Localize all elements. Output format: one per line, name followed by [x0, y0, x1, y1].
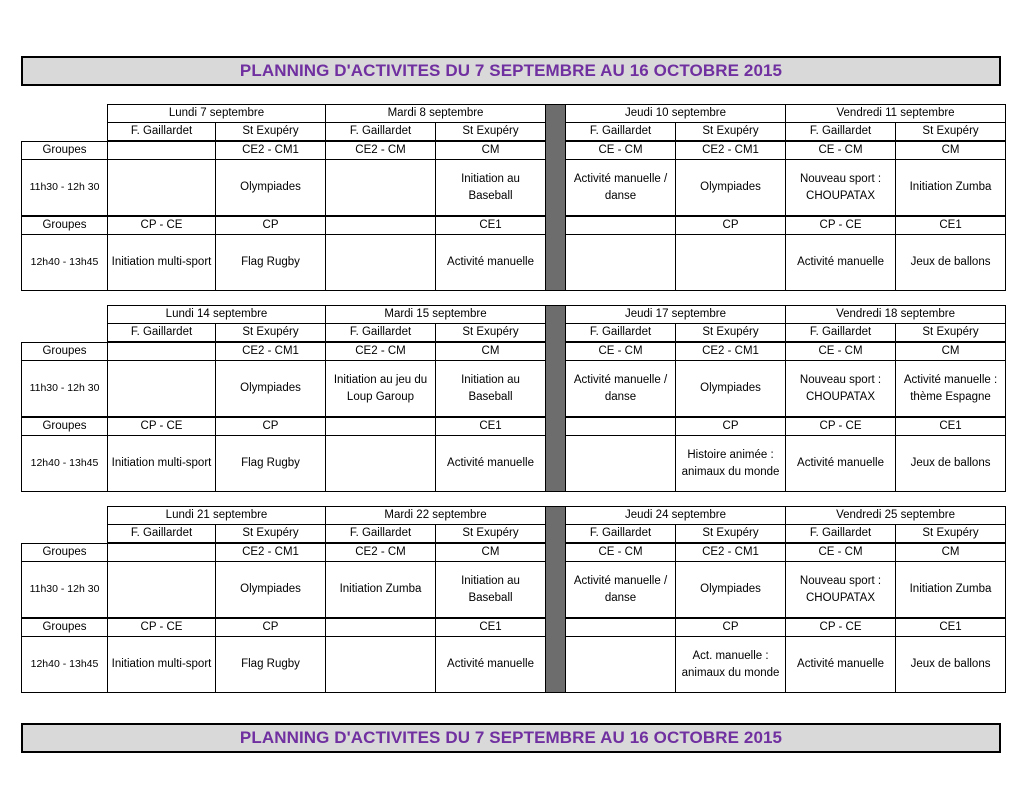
activity-cell: Activité manuelle: [436, 235, 546, 291]
day-header: Vendredi 25 septembre: [786, 507, 1006, 525]
site-header: St Exupéry: [436, 123, 546, 142]
activity-cell: Activité manuelle: [786, 436, 896, 492]
activity-cell: Olympiades: [216, 361, 326, 418]
activity-cell: Nouveau sport : CHOUPATAX: [786, 160, 896, 217]
group-cell: CP - CE: [786, 618, 896, 637]
activity-cell: Olympiades: [676, 562, 786, 619]
groups-label: Groupes: [22, 618, 108, 637]
group-cell: CM: [896, 543, 1006, 562]
site-header: F. Gaillardet: [786, 525, 896, 544]
activity-cell: Initiation multi-sport: [108, 436, 216, 492]
activity-cell: Activité manuelle: [786, 235, 896, 291]
site-header: F. Gaillardet: [566, 525, 676, 544]
site-header: St Exupéry: [216, 324, 326, 343]
activity-cell: [326, 436, 436, 492]
group-cell: CE2 - CM1: [676, 543, 786, 562]
group-cell: CE - CM: [566, 141, 676, 160]
site-header: St Exupéry: [896, 123, 1006, 142]
group-cell: CE - CM: [786, 543, 896, 562]
group-cell: CE2 - CM: [326, 543, 436, 562]
activity-cell: Activité manuelle: [436, 436, 546, 492]
activity-cell: Activité manuelle / danse: [566, 562, 676, 619]
site-header: St Exupéry: [676, 123, 786, 142]
site-header: F. Gaillardet: [326, 123, 436, 142]
group-cell: [566, 216, 676, 235]
activity-cell: Initiation au jeu du Loup Garoup: [326, 361, 436, 418]
day-header: Mardi 8 septembre: [326, 105, 546, 123]
groups-label: Groupes: [22, 342, 108, 361]
groups-label: Groupes: [22, 141, 108, 160]
group-cell: CP - CE: [786, 417, 896, 436]
site-header: F. Gaillardet: [786, 123, 896, 142]
groups-label: Groupes: [22, 543, 108, 562]
site-header: St Exupéry: [896, 324, 1006, 343]
day-header: Vendredi 18 septembre: [786, 306, 1006, 324]
group-cell: [108, 543, 216, 562]
day-header: Mardi 22 septembre: [326, 507, 546, 525]
site-header: St Exupéry: [896, 525, 1006, 544]
activity-cell: [566, 235, 676, 291]
time-slot-label: 11h30 - 12h 30: [22, 562, 108, 619]
group-cell: CM: [436, 141, 546, 160]
time-slot-label: 12h40 - 13h45: [22, 235, 108, 291]
day-header: Vendredi 11 septembre: [786, 105, 1006, 123]
group-cell: CE2 - CM1: [216, 141, 326, 160]
group-cell: CM: [896, 342, 1006, 361]
activity-cell: Act. manuelle : animaux du monde: [676, 637, 786, 693]
site-header: St Exupéry: [216, 525, 326, 544]
activity-cell: Olympiades: [216, 562, 326, 619]
day-header: Lundi 7 septembre: [108, 105, 326, 123]
activity-cell: Olympiades: [216, 160, 326, 217]
corner-blank: [22, 507, 108, 525]
group-cell: [566, 618, 676, 637]
group-cell: CP: [216, 417, 326, 436]
activity-cell: Initiation multi-sport: [108, 235, 216, 291]
group-cell: CP: [216, 216, 326, 235]
site-header: F. Gaillardet: [108, 324, 216, 343]
group-cell: CM: [436, 543, 546, 562]
corner-blank: [22, 324, 108, 343]
group-cell: [326, 216, 436, 235]
activity-cell: [108, 160, 216, 217]
day-header: Lundi 14 septembre: [108, 306, 326, 324]
group-cell: CP: [216, 618, 326, 637]
corner-blank: [22, 105, 108, 123]
day-header: Jeudi 17 septembre: [566, 306, 786, 324]
activity-cell: Initiation Zumba: [896, 160, 1006, 217]
site-header: F. Gaillardet: [566, 324, 676, 343]
group-cell: [108, 342, 216, 361]
week-separator: [546, 105, 566, 291]
week-separator: [546, 306, 566, 492]
day-header: Jeudi 24 septembre: [566, 507, 786, 525]
activity-cell: Histoire animée : animaux du monde: [676, 436, 786, 492]
activity-cell: Flag Rugby: [216, 235, 326, 291]
group-cell: CE2 - CM1: [216, 543, 326, 562]
time-slot-label: 12h40 - 13h45: [22, 637, 108, 693]
activity-cell: Initiation Zumba: [326, 562, 436, 619]
site-header: St Exupéry: [676, 324, 786, 343]
page-title: PLANNING D'ACTIVITES DU 7 SEPTEMBRE AU 16 OCTOBRE 2015: [21, 56, 1001, 86]
group-cell: CE2 - CM1: [676, 141, 786, 160]
groups-label: Groupes: [22, 216, 108, 235]
site-header: F. Gaillardet: [326, 324, 436, 343]
group-cell: CE1: [436, 216, 546, 235]
week-table: [21, 104, 1006, 291]
activity-cell: [326, 160, 436, 217]
activity-cell: Nouveau sport : CHOUPATAX: [786, 562, 896, 619]
activity-cell: Initiation Zumba: [896, 562, 1006, 619]
group-cell: CM: [436, 342, 546, 361]
activity-cell: Jeux de ballons: [896, 436, 1006, 492]
group-cell: CE2 - CM1: [216, 342, 326, 361]
group-cell: CP: [676, 618, 786, 637]
site-header: F. Gaillardet: [786, 324, 896, 343]
site-header: F. Gaillardet: [566, 123, 676, 142]
site-header: St Exupéry: [436, 525, 546, 544]
group-cell: CM: [896, 141, 1006, 160]
activity-cell: [566, 637, 676, 693]
week-table: [21, 305, 1006, 492]
group-cell: [326, 417, 436, 436]
site-header: F. Gaillardet: [326, 525, 436, 544]
group-cell: CE - CM: [566, 342, 676, 361]
activity-cell: [566, 436, 676, 492]
groups-label: Groupes: [22, 417, 108, 436]
activity-cell: [326, 637, 436, 693]
corner-blank: [22, 525, 108, 544]
group-cell: CE1: [896, 417, 1006, 436]
activity-cell: [108, 361, 216, 418]
activity-cell: Initiation au Baseball: [436, 361, 546, 418]
group-cell: CE2 - CM: [326, 141, 436, 160]
week-separator: [546, 507, 566, 693]
group-cell: [108, 141, 216, 160]
group-cell: [326, 618, 436, 637]
site-header: St Exupéry: [436, 324, 546, 343]
group-cell: CE1: [896, 618, 1006, 637]
group-cell: CE1: [436, 618, 546, 637]
day-header: Mardi 15 septembre: [326, 306, 546, 324]
activity-cell: [326, 235, 436, 291]
group-cell: CP - CE: [108, 417, 216, 436]
time-slot-label: 11h30 - 12h 30: [22, 160, 108, 217]
activity-cell: Olympiades: [676, 160, 786, 217]
activity-cell: Jeux de ballons: [896, 637, 1006, 693]
activity-cell: Initiation au Baseball: [436, 562, 546, 619]
group-cell: CE1: [896, 216, 1006, 235]
corner-blank: [22, 123, 108, 142]
week-table: [21, 506, 1006, 693]
activity-cell: Activité manuelle: [786, 637, 896, 693]
activity-cell: Activité manuelle: [436, 637, 546, 693]
group-cell: CE - CM: [786, 141, 896, 160]
group-cell: CP - CE: [108, 618, 216, 637]
group-cell: CE - CM: [786, 342, 896, 361]
activity-cell: Nouveau sport : CHOUPATAX: [786, 361, 896, 418]
group-cell: [566, 417, 676, 436]
time-slot-label: 11h30 - 12h 30: [22, 361, 108, 418]
group-cell: CP: [676, 417, 786, 436]
group-cell: CP - CE: [786, 216, 896, 235]
activity-cell: Flag Rugby: [216, 436, 326, 492]
day-header: Jeudi 10 septembre: [566, 105, 786, 123]
activity-cell: Activité manuelle / danse: [566, 160, 676, 217]
group-cell: CE - CM: [566, 543, 676, 562]
group-cell: CE1: [436, 417, 546, 436]
activity-cell: Activité manuelle / danse: [566, 361, 676, 418]
activity-cell: Jeux de ballons: [896, 235, 1006, 291]
activity-cell: Olympiades: [676, 361, 786, 418]
day-header: Lundi 21 septembre: [108, 507, 326, 525]
page-title-footer: PLANNING D'ACTIVITES DU 7 SEPTEMBRE AU 16 OCTOBRE 2015: [21, 723, 1001, 753]
site-header: St Exupéry: [676, 525, 786, 544]
time-slot-label: 12h40 - 13h45: [22, 436, 108, 492]
activity-cell: Flag Rugby: [216, 637, 326, 693]
activity-cell: Initiation au Baseball: [436, 160, 546, 217]
site-header: St Exupéry: [216, 123, 326, 142]
group-cell: CP: [676, 216, 786, 235]
activity-cell: [676, 235, 786, 291]
activity-cell: Initiation multi-sport: [108, 637, 216, 693]
group-cell: CP - CE: [108, 216, 216, 235]
site-header: F. Gaillardet: [108, 123, 216, 142]
corner-blank: [22, 306, 108, 324]
activity-cell: Activité manuelle : thème Espagne: [896, 361, 1006, 418]
group-cell: CE2 - CM1: [676, 342, 786, 361]
activity-cell: [108, 562, 216, 619]
site-header: F. Gaillardet: [108, 525, 216, 544]
group-cell: CE2 - CM: [326, 342, 436, 361]
